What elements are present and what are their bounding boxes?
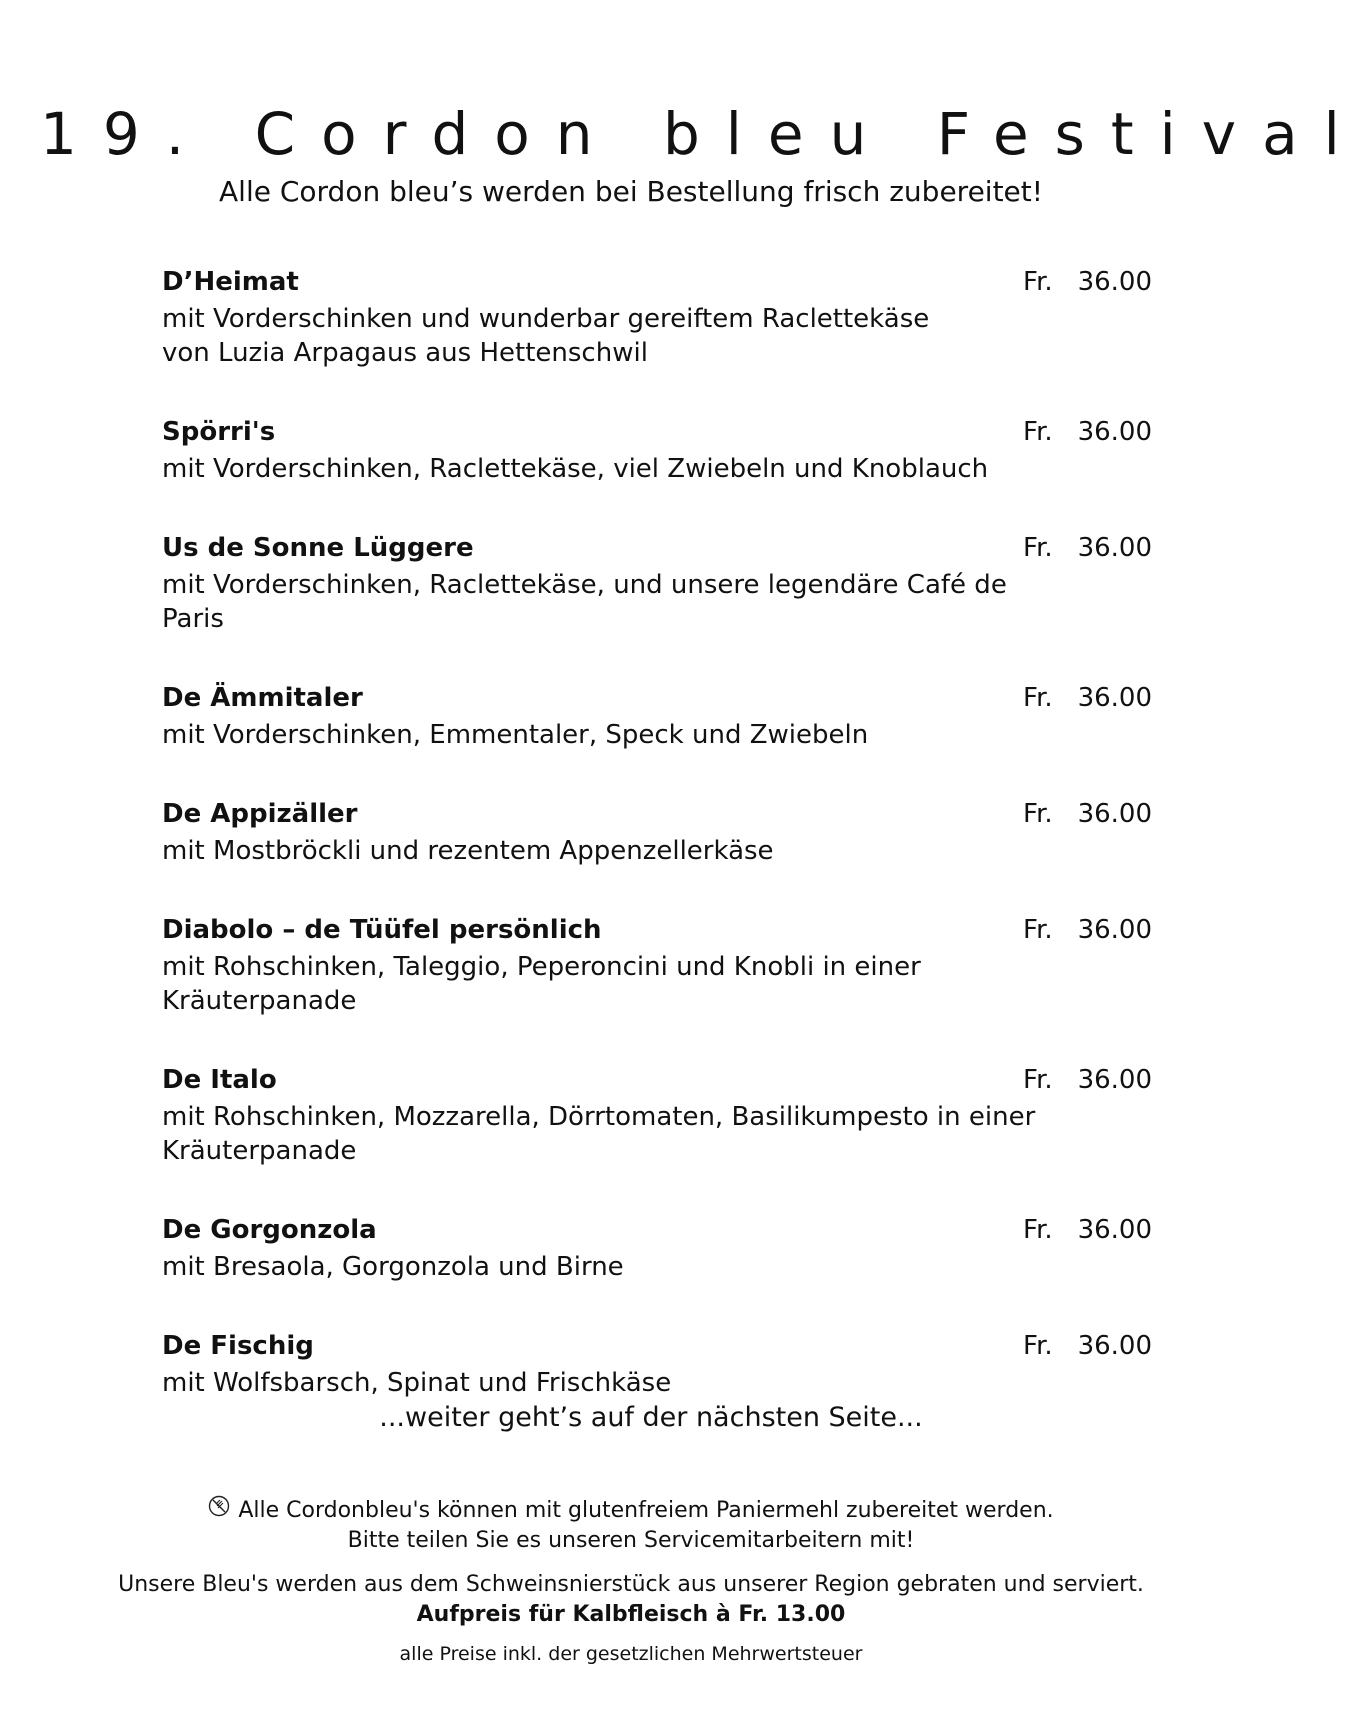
menu-item-description: mit Vorderschinken, Raclettekäse, viel Zwiebeln und Knoblauch [162, 454, 989, 484]
menu-item [162, 680, 1152, 752]
menu-item-name: Spörri's [162, 417, 276, 447]
menu-item-name: Us de Sonne Lüggere [162, 533, 474, 563]
menu-item [162, 1328, 1152, 1400]
menu-item-price: 36.00 [1077, 417, 1152, 447]
gluten-free-icon [208, 1495, 230, 1517]
menu-item-name: Diabolo – de Tüüfel persönlich [162, 915, 602, 945]
menu-item-name: De Italo [162, 1065, 277, 1095]
menu-item-description: mit Wolfsbarsch, Spinat und Frischkäse [162, 1368, 672, 1398]
menu-item-price: 36.00 [1077, 1065, 1152, 1095]
menu-item [162, 414, 1152, 486]
service-note: Bitte teilen Sie es unseren Servicemitarbeitern mit! [347, 1528, 915, 1553]
menu-item-currency: Fr. [1023, 915, 1053, 945]
vat-note: alle Preise inkl. der gesetzlichen Mehrwertsteuer [399, 1643, 863, 1665]
menu-item-description: mit Mostbröckli und rezentem Appenzellerkäse [162, 836, 774, 866]
menu-item-currency: Fr. [1023, 533, 1053, 563]
menu-item-currency: Fr. [1023, 799, 1053, 829]
menu-item-currency: Fr. [1023, 1215, 1053, 1245]
menu-item-name: De Appizäller [162, 799, 358, 829]
page-title: 19. Cordon bleu Festival [40, 100, 1366, 168]
menu-item-description: mit Bresaola, Gorgonzola und Birne [162, 1252, 624, 1282]
menu-item [162, 264, 1152, 370]
continue-note: ...weiter geht’s auf der nächsten Seite... [379, 1402, 923, 1433]
menu-item [162, 912, 1152, 1018]
menu-item-description: mit Vorderschinken, Raclettekäse, und unsere legendäre Café de Paris [162, 570, 1007, 634]
menu-item-currency: Fr. [1023, 1331, 1053, 1361]
menu-item [162, 530, 1152, 636]
menu-item-price: 36.00 [1077, 533, 1152, 563]
meat-note: Unsere Bleu's werden aus dem Schweinsnierstück aus unserer Region gebraten und serviert. [118, 1572, 1144, 1597]
menu-item-name: De Gorgonzola [162, 1215, 377, 1245]
menu-item [162, 1062, 1152, 1168]
menu-item-currency: Fr. [1023, 683, 1053, 713]
veal-surcharge: Aufpreis für Kalbfleisch à Fr. 13.00 [416, 1602, 846, 1627]
menu-item-description: mit Vorderschinken, Emmentaler, Speck und Zwiebeln [162, 720, 869, 750]
page-subtitle: Alle Cordon bleu’s werden bei Bestellung frisch zubereitet! [219, 175, 1043, 208]
menu-item-price: 36.00 [1077, 683, 1152, 713]
menu-item-currency: Fr. [1023, 267, 1053, 297]
menu-item [162, 796, 1152, 868]
menu-item-price: 36.00 [1077, 799, 1152, 829]
menu-item-description: mit Rohschinken, Mozzarella, Dörrtomaten, Basilikumpesto in einer Kräuterpanade [162, 1102, 1036, 1166]
menu-item-description: mit Rohschinken, Taleggio, Peperoncini und Knobli in einer Kräuterpanade [162, 952, 921, 1016]
menu-item-name: De Ämmitaler [162, 683, 363, 713]
menu-list [162, 264, 1152, 1444]
gluten-note: Alle Cordonbleu's können mit glutenfreiem Paniermehl zubereitet werden. [238, 1498, 1054, 1523]
footer [0, 1496, 1222, 1668]
menu-item-description: mit Vorderschinken und wunderbar gereiftem Raclettekäse von Luzia Arpagaus aus Hettenschwil [162, 304, 930, 368]
menu-item-name: De Fischig [162, 1331, 314, 1361]
menu-item-currency: Fr. [1023, 1065, 1053, 1095]
menu-item-price: 36.00 [1077, 1331, 1152, 1361]
gluten-note-line [208, 1496, 1053, 1526]
menu-item-price: 36.00 [1077, 915, 1152, 945]
menu-item-name: D’Heimat [162, 267, 299, 297]
menu-item-price: 36.00 [1077, 267, 1152, 297]
menu-item [162, 1212, 1152, 1284]
menu-item-price: 36.00 [1077, 1215, 1152, 1245]
menu-item-currency: Fr. [1023, 417, 1053, 447]
